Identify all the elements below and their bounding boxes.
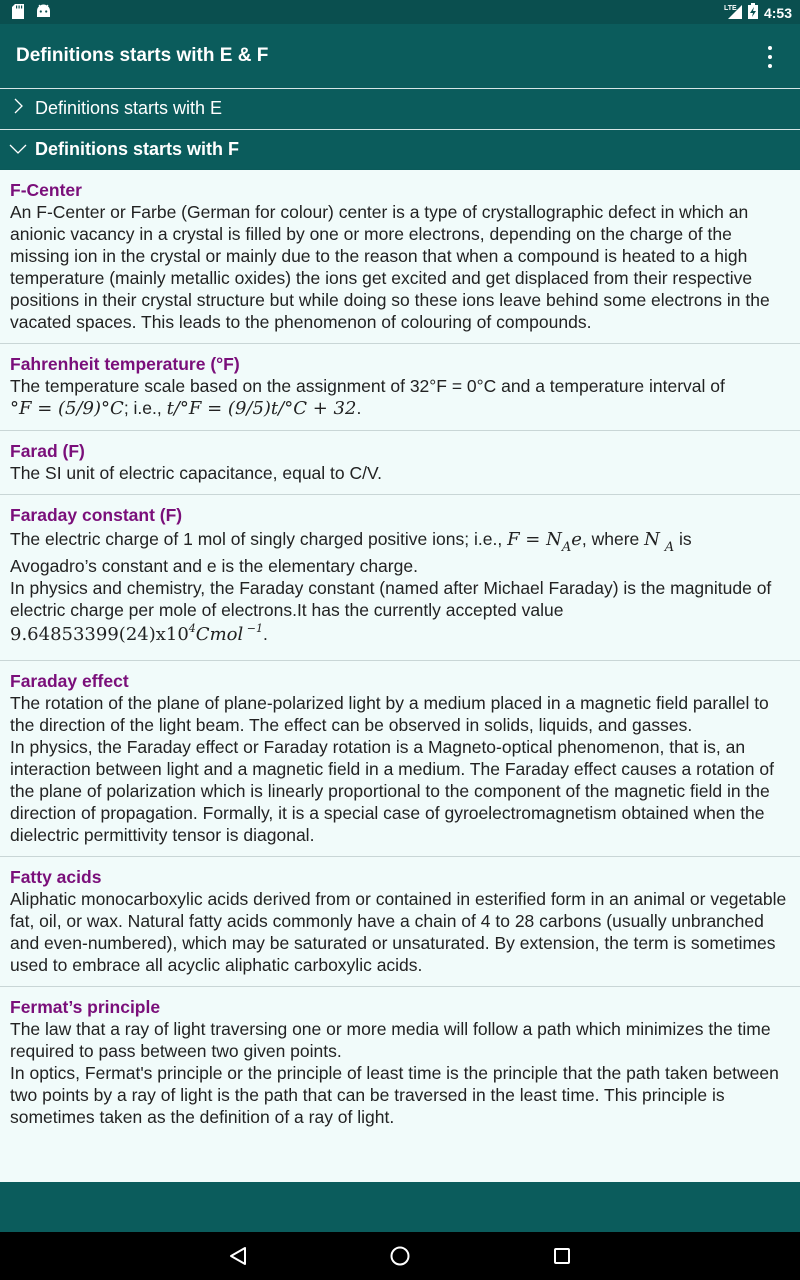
navigation-bar xyxy=(0,1232,800,1280)
formula: t/°F = (9/5)t/°C + 32 xyxy=(166,398,357,419)
formula: F = N xyxy=(507,529,562,550)
definition-text: In physics, the Faraday effect or Faraday rotation is a Magneto-optical phenomenon, that is, an interaction between light and a magnetic field in a medium. The Faraday effect causes a rotation of the plane of polarization which is linearly proportional to the component of the magnetic field in the direction of propagation. Formally, it is a special case of gyroelectromagnetism obtained when the dielectric permittivity tensor is diagonal. xyxy=(10,737,774,845)
formula-subscript: A xyxy=(561,540,572,555)
sd-card-icon xyxy=(12,4,24,24)
definition-body: The SI unit of electric capacitance, equal to C/V. xyxy=(10,463,382,483)
android-icon xyxy=(36,4,51,24)
definition-title: F-Center xyxy=(10,180,82,200)
definition-body xyxy=(10,692,790,846)
list-item[interactable] xyxy=(0,987,800,1138)
definition-text: The temperature scale based on the assignment of 32°F = 0°C and a temperature interval of xyxy=(10,376,725,396)
bottom-band xyxy=(0,1182,800,1232)
formula-superscript: −1 xyxy=(243,622,263,635)
definition-formula-line xyxy=(10,397,790,420)
definition-formula-line xyxy=(10,621,790,650)
chevron-down-icon xyxy=(9,141,27,159)
back-icon[interactable] xyxy=(226,1244,250,1268)
definition-text: , where xyxy=(581,529,645,549)
definition-title: Fatty acids xyxy=(10,867,102,887)
svg-text:LTE: LTE xyxy=(723,5,737,12)
formula-superscript: 4 xyxy=(188,622,196,635)
definition-body xyxy=(10,375,790,420)
chevron-right-icon xyxy=(13,98,23,119)
app-bar xyxy=(0,24,800,88)
signal-icon xyxy=(724,3,742,22)
list-item[interactable] xyxy=(0,170,800,344)
recents-icon[interactable] xyxy=(550,1244,574,1268)
formula: N xyxy=(644,529,660,550)
group-header-f[interactable] xyxy=(0,129,800,169)
definition-text: In physics and chemistry, the Faraday constant (named after Michael Faraday) is the magnitude of electric charge per mole of electrons.It has the currently accepted value xyxy=(10,578,772,620)
definition-title: Faraday constant (F) xyxy=(10,505,183,525)
formula: °F = (5/9)°C xyxy=(10,398,124,419)
group-label-f: Definitions starts with F xyxy=(35,139,240,159)
definition-text: The rotation of the plane of plane-polarized light by a medium placed in a magnetic field parallel to the direction of the light beam. The effect can be observed in solids, liquids, and gasses. xyxy=(10,693,769,735)
definitions-list[interactable] xyxy=(0,170,800,1182)
list-item[interactable] xyxy=(0,661,800,857)
definition-text: The law that a ray of light traversing one or more media will follow a path which minimizes the time required to pass between two given points. xyxy=(10,1019,771,1061)
group-label-e: Definitions starts with E xyxy=(35,98,223,118)
list-item[interactable] xyxy=(0,344,800,431)
formula: Cmol xyxy=(195,624,244,645)
list-item[interactable] xyxy=(0,857,800,987)
formula: 9.64853399(24)x10 xyxy=(10,624,189,645)
battery-charging-icon xyxy=(748,3,758,22)
definition-body: An F-Center or Farbe (German for colour) center is a type of crystallographic defect in which an anionic vacancy in a crystal is filled by one or more electrons, depending on the charge of the missing ion in the crystal or mainly due to the reason that when a compound is heated to a high temperature (mainly metallic oxides) the ions get excited and get displaced from their respective positions in their crystal structure but while doing so these ions leave behind some electrons in the vacated spaces. This leads to the phenomenon of colouring of compounds. xyxy=(10,202,770,332)
formula-text: . xyxy=(356,398,362,418)
definition-title: Fermat’s principle xyxy=(10,997,161,1017)
page-title: Definitions starts with E & F xyxy=(16,45,269,66)
definition-body: Aliphatic monocarboxylic acids derived from or contained in esterified form in an animal or vegetable fat, oil, or wax. Natural fatty acids commonly have a chain of 4 to 28 carbons (usually unbranched and even-numbered), which may be saturated or unsaturated. By extension, the term is sometimes used to embrace all acyclic aliphatic carboxylic acids. xyxy=(10,889,787,975)
definition-text: . xyxy=(262,624,268,644)
formula-subscript: A xyxy=(664,540,675,555)
definition-text: The electric charge of 1 mol of singly charged positive ions; i.e., xyxy=(10,529,508,549)
status-bar xyxy=(0,0,800,24)
definition-title: Farad (F) xyxy=(10,441,85,461)
definition-body xyxy=(10,1018,790,1128)
list-item[interactable] xyxy=(0,495,800,661)
definition-title: Faraday effect xyxy=(10,671,129,691)
definition-body xyxy=(10,526,790,650)
definition-text: is xyxy=(674,529,692,549)
definition-text: In optics, Fermat's principle or the principle of least time is the principle that the path taken between two points by a ray of light is the path that can be traversed in the least time. This principle is sometimes taken as the definition of a ray of light. xyxy=(10,1063,779,1127)
overflow-menu-icon[interactable] xyxy=(760,46,780,68)
definition-title: Fahrenheit temperature (°F) xyxy=(10,354,240,374)
definition-formula-line xyxy=(10,526,790,555)
definition-text: Avogadro’s constant and e is the elementary charge. xyxy=(10,556,418,576)
formula-text: ; i.e., xyxy=(123,398,167,418)
clock: 4:53 xyxy=(763,4,792,21)
home-icon[interactable] xyxy=(388,1244,412,1268)
formula: e xyxy=(571,529,582,550)
list-item[interactable] xyxy=(0,431,800,495)
group-header-e[interactable] xyxy=(0,88,800,128)
